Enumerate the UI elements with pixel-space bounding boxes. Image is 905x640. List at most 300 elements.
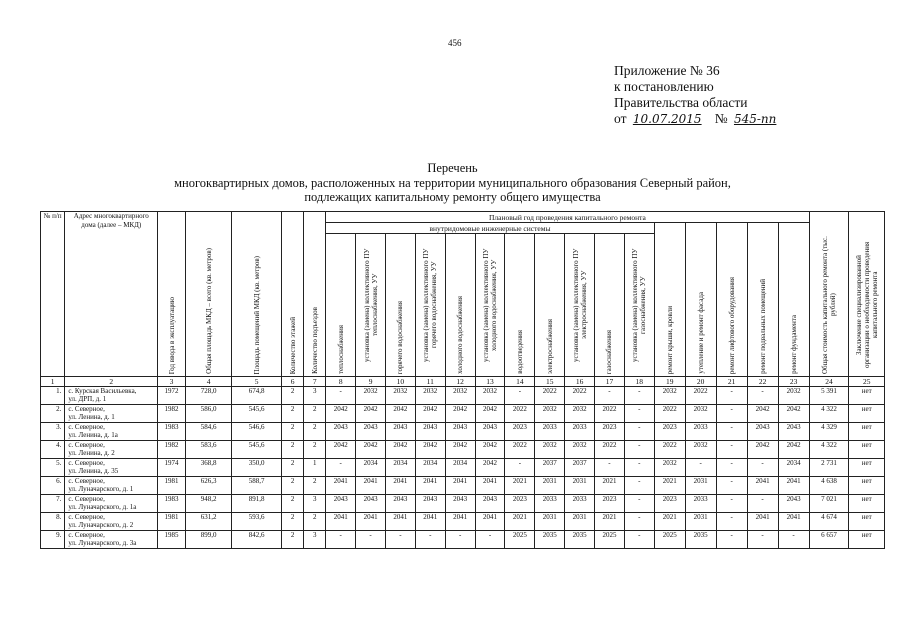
cell-col-17: 2023 [595,423,625,441]
cell-col-3: 1972 [158,387,186,405]
cell-col-15: 2032 [535,405,565,423]
cell-col-11: 2042 [415,405,445,423]
cell-col-5: 545,6 [232,405,282,423]
cell-col-25: нет [849,477,885,495]
column-number: 17 [595,377,625,387]
cell-col-15: 2033 [535,423,565,441]
annex-date-number [614,111,779,127]
cell-col-5: 593,6 [232,513,282,531]
cell-col-5: 891,8 [232,495,282,513]
cell-col-8: 2043 [326,495,356,513]
cell-col-18: - [624,513,654,531]
cell-col-16: 2031 [565,513,595,531]
title-line-1: Перечень [427,161,478,175]
cell-col-14: 2023 [505,423,535,441]
cell-col-13: 2043 [475,495,505,513]
cell-col-23: 2043 [778,495,809,513]
address-line-2: ул. Луначарского, д. 1 [68,485,134,493]
cell-col-4: 583,6 [185,441,231,459]
row-address [65,477,158,495]
cell-col-20: 2035 [685,531,716,549]
row-address [65,495,158,513]
cell-col-12: 2041 [445,513,475,531]
cell-col-16: 2033 [565,423,595,441]
cell-col-24: 4 322 [809,441,849,459]
cell-col-4: 899,0 [185,531,231,549]
column-number: 2 [65,377,158,387]
cell-col-24: 4 638 [809,477,849,495]
cell-col-4: 948,2 [185,495,231,513]
cell-col-23: 2041 [778,477,809,495]
header-col-16: установка (замена) коллективного ПУ электроснабжения, УУ [565,234,595,377]
column-number: 5 [232,377,282,387]
cell-col-9: - [356,531,386,549]
cell-col-22: - [747,387,778,405]
cell-col-16: 2031 [565,477,595,495]
document-title [0,161,905,205]
cell-col-20: 2032 [685,405,716,423]
table-row [41,513,885,531]
address-line-1: с. Северное, [68,441,105,449]
cell-col-16: 2022 [565,387,595,405]
cell-col-25: нет [849,513,885,531]
cell-col-8: 2041 [326,513,356,531]
header-col-15: электроснабжения [535,234,565,377]
cell-col-20: 2031 [685,477,716,495]
column-number: 4 [185,377,231,387]
header-col-14: водоотведения [505,234,535,377]
cell-col-23: 2032 [778,387,809,405]
cell-col-15: 2033 [535,495,565,513]
cell-col-23: 2034 [778,459,809,477]
header-col-23: ремонт фундамента [778,223,809,377]
header-col-22: ремонт подвальных помещений [747,223,778,377]
cell-col-18: - [624,405,654,423]
row-number: 9. [41,531,65,549]
column-number: 13 [475,377,505,387]
cell-col-13: 2042 [475,459,505,477]
cell-col-19: 2032 [654,387,685,405]
cell-col-8: 2042 [326,405,356,423]
cell-col-7: 2 [304,405,326,423]
handwritten-number: 545-пп [733,112,777,126]
column-number: 11 [415,377,445,387]
cell-col-20: 2022 [685,387,716,405]
cell-col-8: - [326,459,356,477]
cell-col-15: 2035 [535,531,565,549]
address-line-2: ул. Луначарского, д. 1а [68,503,137,511]
cell-col-8: 2043 [326,423,356,441]
cell-col-6: 2 [282,513,304,531]
cell-col-10: 2042 [386,405,416,423]
cell-col-6: 2 [282,441,304,459]
header-col-25: Заключение специализированной организации о необходимости проведения капитального ремонта [849,212,885,377]
row-address [65,423,158,441]
annex-title: Приложение № 36 [614,63,720,78]
column-number: 20 [685,377,716,387]
row-number: 2. [41,405,65,423]
header-address: Адрес многоквартирного дома (далее – МКД) [65,212,158,377]
cell-col-14: - [505,387,535,405]
cell-col-13: 2042 [475,441,505,459]
cell-col-10: 2034 [386,459,416,477]
repair-table [40,211,885,549]
cell-col-22: - [747,531,778,549]
table-row [41,423,885,441]
cell-col-5: 545,6 [232,441,282,459]
cell-col-6: 2 [282,459,304,477]
cell-col-20: 2032 [685,441,716,459]
column-number: 19 [654,377,685,387]
row-number: 1. [41,387,65,405]
header-col-20: утепление и ремонт фасада [685,223,716,377]
cell-col-16: 2032 [565,441,595,459]
cell-col-21: - [716,495,747,513]
cell-col-15: 2032 [535,441,565,459]
cell-col-12: 2034 [445,459,475,477]
column-number: 21 [716,377,747,387]
column-number: 22 [747,377,778,387]
row-address [65,531,158,549]
cell-col-5: 842,6 [232,531,282,549]
cell-col-17: - [595,459,625,477]
cell-col-19: 2022 [654,405,685,423]
cell-col-16: 2037 [565,459,595,477]
cell-col-3: 1981 [158,477,186,495]
cell-col-9: 2043 [356,495,386,513]
cell-col-22: 2041 [747,477,778,495]
address-line-2: ул. Луначарского, д. 2 [68,521,134,529]
row-number: 5. [41,459,65,477]
cell-col-10: - [386,531,416,549]
cell-col-16: 2032 [565,405,595,423]
cell-col-17: 2022 [595,405,625,423]
cell-col-14: 2022 [505,405,535,423]
cell-col-14: 2021 [505,477,535,495]
column-number: 1 [41,377,65,387]
table-row [41,477,885,495]
cell-col-12: 2041 [445,477,475,495]
cell-col-24: 2 731 [809,459,849,477]
cell-col-11: 2043 [415,495,445,513]
cell-col-22: 2042 [747,405,778,423]
address-line-2: ул. Ленина, д. 1 [68,413,115,421]
cell-col-7: 2 [304,513,326,531]
column-number: 15 [535,377,565,387]
address-line-1: с. Северное, [68,405,105,413]
cell-col-24: 4 322 [809,405,849,423]
row-number: 4. [41,441,65,459]
table-row [41,531,885,549]
column-number: 9 [356,377,386,387]
cell-col-19: 2023 [654,423,685,441]
header-col-19: ремонт крыши, кровли [654,223,685,377]
cell-col-18: - [624,495,654,513]
header-col-4: Общая площадь МКД – всего (кв. метров) [185,212,231,377]
table-row [41,441,885,459]
cell-col-3: 1982 [158,405,186,423]
handwritten-date: 10.07.2015 [632,112,702,126]
cell-col-9: 2041 [356,513,386,531]
address-line-1: с. Северное, [68,423,105,431]
cell-col-17: 2025 [595,531,625,549]
table-row [41,405,885,423]
cell-col-7: 3 [304,387,326,405]
cell-col-7: 3 [304,531,326,549]
cell-col-4: 586,0 [185,405,231,423]
cell-col-3: 1981 [158,513,186,531]
cell-col-21: - [716,441,747,459]
cell-col-7: 3 [304,495,326,513]
cell-col-12: 2043 [445,423,475,441]
header-col-5: Площадь помещений МКД (кв. метров) [232,212,282,377]
cell-col-12: 2032 [445,387,475,405]
address-line-1: с. Северное, [68,477,105,485]
annex-number-label: № [714,111,728,126]
cell-col-22: - [747,459,778,477]
cell-col-5: 350,0 [232,459,282,477]
cell-col-11: 2041 [415,513,445,531]
row-address [65,513,158,531]
header-col-10: горячего водоснабжения [386,234,416,377]
cell-col-15: 2022 [535,387,565,405]
cell-col-20: 2033 [685,495,716,513]
cell-col-11: 2041 [415,477,445,495]
row-address [65,387,158,405]
cell-col-17: 2021 [595,513,625,531]
cell-col-16: 2033 [565,495,595,513]
address-line-1: с. Курская Васильевка, [68,387,137,395]
cell-col-7: 1 [304,459,326,477]
cell-col-19: 2021 [654,513,685,531]
cell-col-23: 2041 [778,513,809,531]
address-line-1: с. Северное, [68,513,105,521]
header-col-13: установка (замена) коллективного ПУ холодного водоснабжения, УУ [475,234,505,377]
address-line-1: с. Северное, [68,495,105,503]
cell-col-22: 2042 [747,441,778,459]
cell-col-20: - [685,459,716,477]
cell-col-17: 2023 [595,495,625,513]
cell-col-24: 4 674 [809,513,849,531]
cell-col-19: 2022 [654,441,685,459]
cell-col-3: 1974 [158,459,186,477]
cell-col-4: 728,0 [185,387,231,405]
column-number: 16 [565,377,595,387]
annex-authority: Правительства области [614,95,748,110]
cell-col-21: - [716,423,747,441]
address-line-1: с. Северное, [68,459,105,467]
table-row [41,459,885,477]
cell-col-21: - [716,459,747,477]
cell-col-24: 4 329 [809,423,849,441]
cell-col-25: нет [849,405,885,423]
cell-col-8: - [326,531,356,549]
cell-col-21: - [716,513,747,531]
table-row [41,387,885,405]
cell-col-3: 1983 [158,423,186,441]
cell-col-20: 2031 [685,513,716,531]
cell-col-6: 2 [282,405,304,423]
cell-col-13: 2042 [475,405,505,423]
column-number: 7 [304,377,326,387]
cell-col-12: 2042 [445,441,475,459]
cell-col-19: 2025 [654,531,685,549]
row-number: 3. [41,423,65,441]
cell-col-18: - [624,459,654,477]
column-number: 8 [326,377,356,387]
cell-col-23: 2042 [778,405,809,423]
header-col-17: газоснабжения [595,234,625,377]
cell-col-14: 2021 [505,513,535,531]
annex-from-label: от [614,111,627,126]
cell-col-21: - [716,477,747,495]
cell-col-4: 626,3 [185,477,231,495]
annex-block [614,63,779,127]
cell-col-11: 2032 [415,387,445,405]
cell-col-13: 2041 [475,477,505,495]
cell-col-11: 2042 [415,441,445,459]
cell-col-25: нет [849,423,885,441]
cell-col-23: - [778,531,809,549]
cell-col-12: 2042 [445,405,475,423]
column-number: 12 [445,377,475,387]
cell-col-5: 588,7 [232,477,282,495]
cell-col-17: 2021 [595,477,625,495]
row-number: 6. [41,477,65,495]
address-line-2: ул. Ленина, д. 35 [68,467,119,475]
cell-col-6: 2 [282,495,304,513]
cell-col-7: 2 [304,423,326,441]
header-col-12: холодного водоснабжения [445,234,475,377]
cell-col-22: 2043 [747,423,778,441]
cell-col-6: 2 [282,477,304,495]
header-internal-systems: внутридомовые инженерные системы [326,223,654,234]
cell-col-10: 2043 [386,423,416,441]
row-address [65,459,158,477]
cell-col-6: 2 [282,531,304,549]
cell-col-17: - [595,387,625,405]
cell-col-7: 2 [304,477,326,495]
header-col-9: установка (замена) коллективного ПУ теплоснабжения, УУ [356,234,386,377]
cell-col-18: - [624,531,654,549]
cell-col-9: 2043 [356,423,386,441]
cell-col-8: 2042 [326,441,356,459]
header-col-8: теплоснабжения [326,234,356,377]
cell-col-9: 2042 [356,441,386,459]
cell-col-24: 7 021 [809,495,849,513]
column-number: 10 [386,377,416,387]
header-col-6: Количество этажей [282,212,304,377]
cell-col-9: 2042 [356,405,386,423]
address-line-2: ул. Ленина, д. 2 [68,449,115,457]
cell-col-21: - [716,405,747,423]
cell-col-25: нет [849,531,885,549]
header-col-24: Общая стоимость капитального ремонта (тыс. рублей) [809,212,849,377]
cell-col-23: 2043 [778,423,809,441]
cell-col-15: 2031 [535,477,565,495]
column-number: 24 [809,377,849,387]
header-no: № п/п [41,212,65,377]
column-number: 25 [849,377,885,387]
cell-col-22: 2041 [747,513,778,531]
column-number: 18 [624,377,654,387]
cell-col-13: - [475,531,505,549]
cell-col-4: 584,6 [185,423,231,441]
address-line-1: с. Северное, [68,531,105,539]
cell-col-18: - [624,387,654,405]
cell-col-19: 2023 [654,495,685,513]
cell-col-10: 2042 [386,441,416,459]
cell-col-25: нет [849,459,885,477]
cell-col-11: 2043 [415,423,445,441]
cell-col-13: 2032 [475,387,505,405]
cell-col-25: нет [849,441,885,459]
cell-col-9: 2034 [356,459,386,477]
cell-col-5: 546,6 [232,423,282,441]
cell-col-11: 2034 [415,459,445,477]
cell-col-7: 2 [304,441,326,459]
page-number: 456 [448,38,462,48]
cell-col-19: 2021 [654,477,685,495]
cell-col-8: - [326,387,356,405]
cell-col-9: 2032 [356,387,386,405]
cell-col-11: - [415,531,445,549]
cell-col-3: 1983 [158,495,186,513]
cell-col-12: - [445,531,475,549]
cell-col-4: 368,8 [185,459,231,477]
cell-col-6: 2 [282,387,304,405]
header-col-18: установка (замена) коллективного ПУ газоснабжения, УУ [624,234,654,377]
cell-col-3: 1985 [158,531,186,549]
header-col-3: Год ввода в эксплуатацию [158,212,186,377]
cell-col-25: нет [849,495,885,513]
row-number: 7. [41,495,65,513]
cell-col-18: - [624,441,654,459]
cell-col-15: 2037 [535,459,565,477]
cell-col-14: - [505,459,535,477]
header-col-21: ремонт лифтового оборудования [716,223,747,377]
cell-col-16: 2035 [565,531,595,549]
cell-col-18: - [624,477,654,495]
cell-col-4: 631,2 [185,513,231,531]
cell-col-3: 1982 [158,441,186,459]
cell-col-5: 674,8 [232,387,282,405]
title-line-3: подлежащих капитальному ремонту общего имущества [304,190,601,204]
cell-col-18: - [624,423,654,441]
address-line-2: ул. Луначарского, д. 3а [68,539,137,547]
cell-col-21: - [716,387,747,405]
address-line-2: ул. ДРП, д. 1 [68,395,107,403]
annex-ref: к постановлению [614,79,714,94]
cell-col-14: 2022 [505,441,535,459]
cell-col-21: - [716,531,747,549]
header-col-7: Количество подъездов [304,212,326,377]
cell-col-9: 2041 [356,477,386,495]
row-address [65,441,158,459]
cell-col-20: 2033 [685,423,716,441]
cell-col-10: 2041 [386,477,416,495]
column-number: 23 [778,377,809,387]
cell-col-13: 2043 [475,423,505,441]
address-line-2: ул. Ленина, д. 1а [68,431,118,439]
cell-col-14: 2025 [505,531,535,549]
title-line-2: многоквартирных домов, расположенных на территории муниципального образования Северный район, [174,175,731,190]
row-address [65,405,158,423]
cell-col-25: нет [849,387,885,405]
cell-col-17: 2022 [595,441,625,459]
column-number: 3 [158,377,186,387]
cell-col-10: 2032 [386,387,416,405]
